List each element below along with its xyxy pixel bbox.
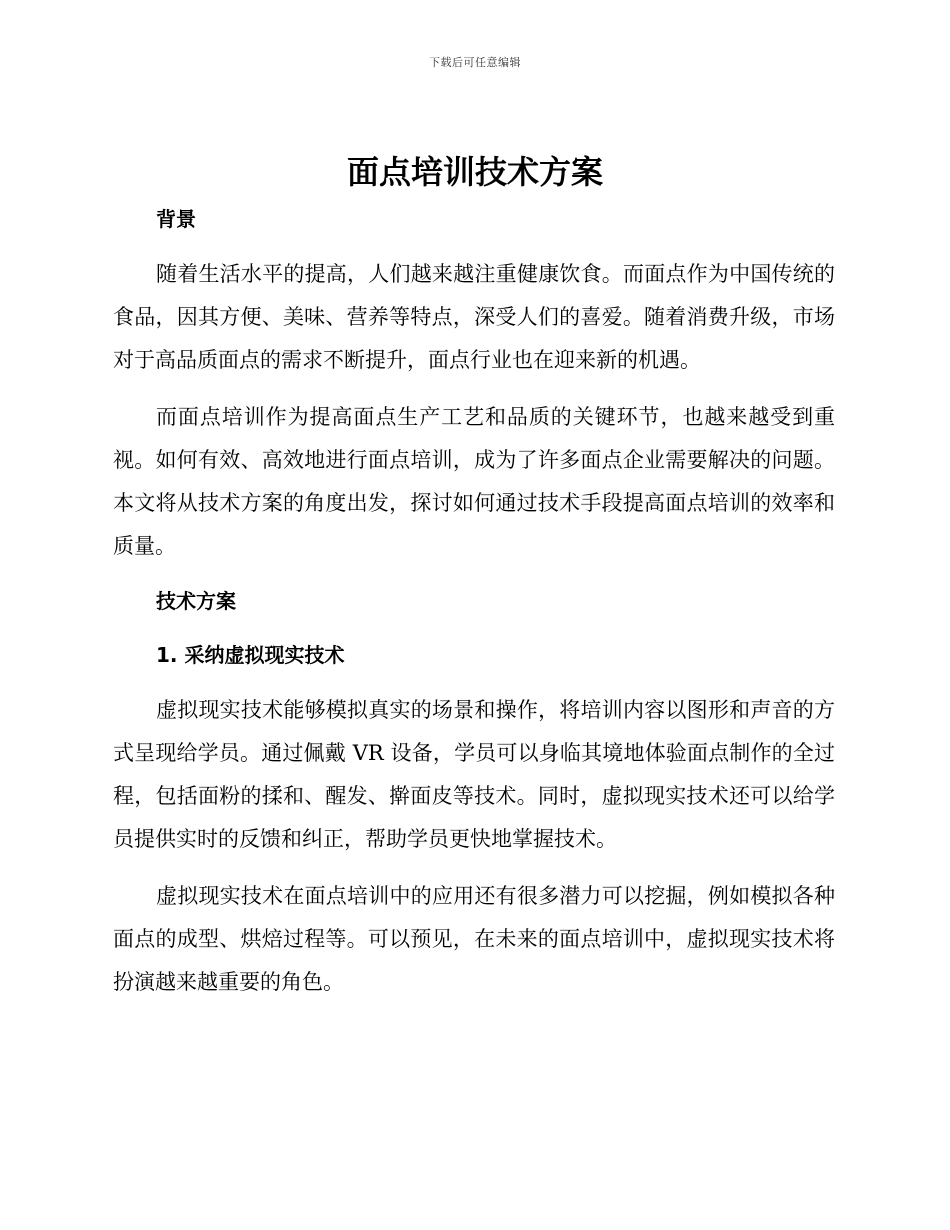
vr-paragraph-1: 虚拟现实技术能够模拟真实的场景和操作，将培训内容以图形和声音的方式呈现给学员。通过佩戴 VR 设备，学员可以身临其境地体验面点制作的全过程，包括面粉的揉和、醒发、擀面皮等技术。同时，虚拟现实技术还可以给学员提供实时的反馈和纠正，帮助学员更快地掌握技术。 bbox=[113, 698, 835, 851]
section-heading-tech-plan: 技术方案 bbox=[156, 589, 236, 613]
document-body bbox=[113, 200, 835, 1018]
page-header-note: 下载后可任意编辑 bbox=[429, 56, 521, 69]
subsection-heading-vr: 1. 采纳虚拟现实技术 bbox=[156, 643, 345, 667]
background-paragraph-2: 而面点培训作为提高面点生产工艺和品质的关键环节，也越来越受到重视。如何有效、高效地进行面点培训，成为了许多面点企业需要解决的问题。本文将从技术方案的角度出发，探讨如何通过技术手段提高面点培训的效率和质量。 bbox=[113, 405, 835, 558]
document-title: 面点培训技术方案 bbox=[346, 153, 603, 191]
section-heading-background: 背景 bbox=[156, 207, 196, 231]
vr-paragraph-2: 虚拟现实技术在面点培训中的应用还有很多潜力可以挖掘，例如模拟各种面点的成型、烘焙过程等。可以预见，在未来的面点培训中，虚拟现实技术将扮演越来越重要的角色。 bbox=[113, 884, 835, 994]
background-paragraph-1: 随着生活水平的提高，人们越来越注重健康饮食。而面点作为中国传统的食品，因其方便、美味、营养等特点，深受人们的喜爱。随着消费升级，市场对于高品质面点的需求不断提升，面点行业也在迎来新的机遇。 bbox=[113, 262, 835, 372]
